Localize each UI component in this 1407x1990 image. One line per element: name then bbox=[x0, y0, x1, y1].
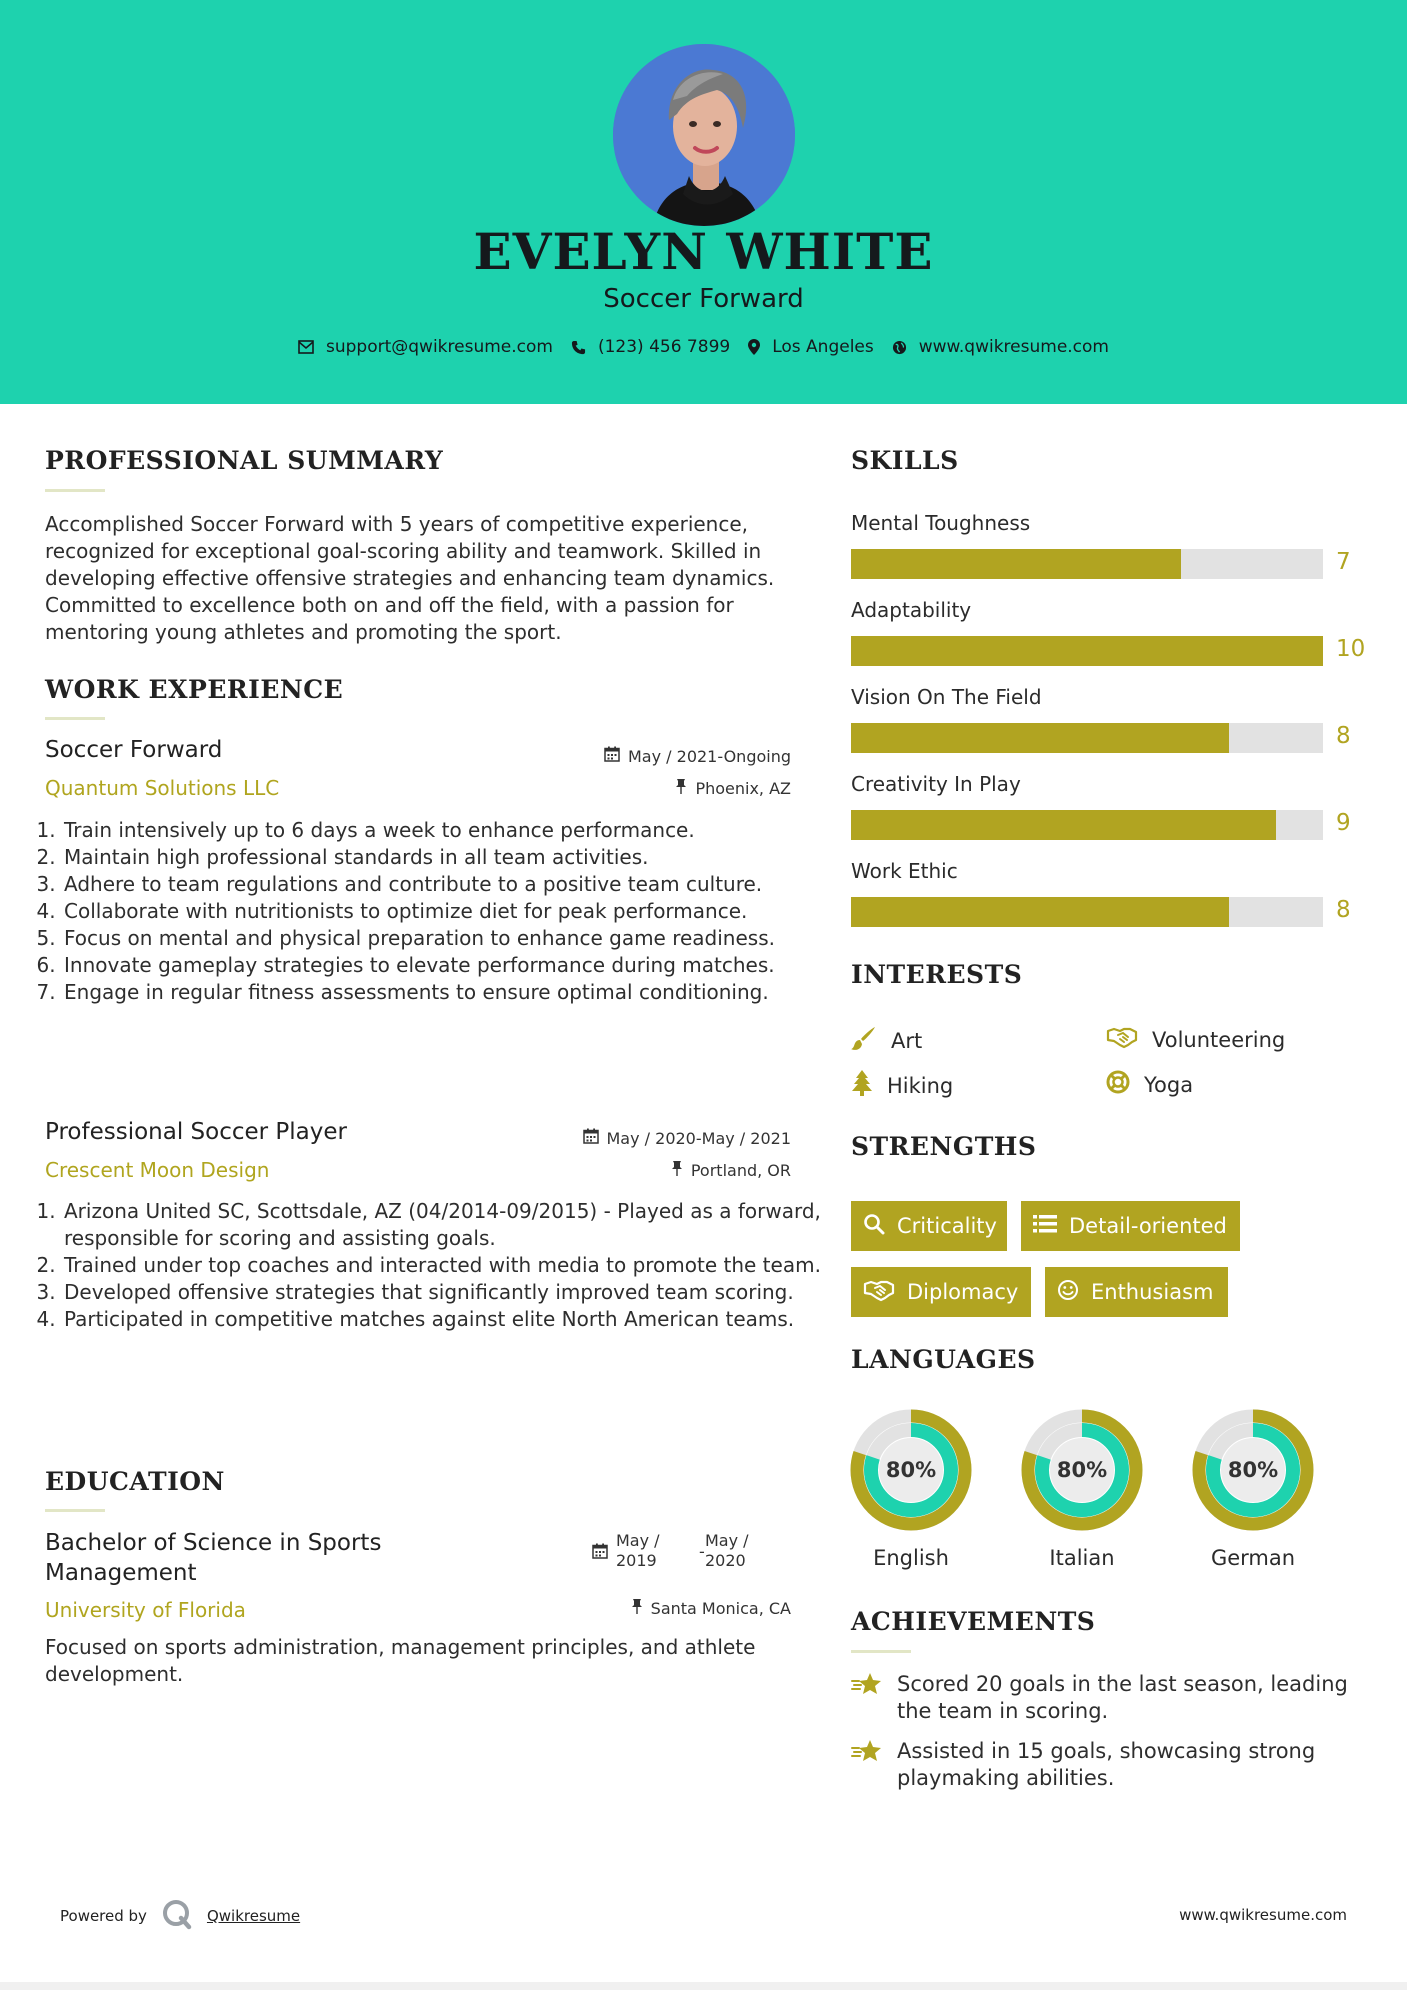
language-name: German bbox=[1210, 1546, 1296, 1570]
summary-heading: PROFESSIONAL SUMMARY bbox=[45, 446, 444, 475]
job-dates bbox=[604, 746, 791, 766]
language-item bbox=[849, 1408, 973, 1570]
contact-phone[interactable] bbox=[571, 337, 730, 357]
phone-icon bbox=[571, 340, 586, 355]
strengths-heading: STRENGTHS bbox=[851, 1132, 1037, 1161]
interest-item-hiking bbox=[851, 1070, 953, 1101]
skill-bar-fill bbox=[851, 549, 1181, 579]
company-name: Crescent Moon Design bbox=[45, 1158, 270, 1182]
education-description: Focused on sports administration, management principles, and athlete development. bbox=[45, 1635, 756, 1686]
achievement-text: Assisted in 15 goals, showcasing strong playmaking abilities. bbox=[897, 1739, 1316, 1790]
pushpin-icon bbox=[631, 1598, 643, 1618]
achievement-text: Scored 20 goals in the last season, leading the team in scoring. bbox=[897, 1672, 1348, 1723]
skill-name: Creativity In Play bbox=[851, 772, 1021, 796]
interest-label: Volunteering bbox=[1152, 1027, 1286, 1052]
skill-bar-fill bbox=[851, 810, 1276, 840]
strength-badge-criticality bbox=[851, 1201, 1007, 1251]
job-duties-list bbox=[37, 1198, 822, 1333]
skill-bar-track bbox=[851, 897, 1323, 927]
education-rule bbox=[45, 1509, 105, 1512]
interest-label: Art bbox=[891, 1028, 923, 1053]
skill-bar-track bbox=[851, 723, 1323, 753]
job-location-text: Portland, OR bbox=[690, 1160, 791, 1180]
end-year: 2020 bbox=[705, 1551, 746, 1570]
strength-label: Criticality bbox=[897, 1214, 997, 1238]
skill-value: 8 bbox=[1336, 897, 1351, 923]
pushpin-icon bbox=[671, 1160, 683, 1180]
skill-name: Mental Toughness bbox=[851, 511, 1031, 535]
skill-name: Adaptability bbox=[851, 598, 972, 622]
bottom-band bbox=[0, 1982, 1407, 1990]
summary-text: Accomplished Soccer Forward with 5 years of competitive experience, recognized for exceptional goal-scoring ability and teamwork. Skilled in developing effective offensive strategies and enhancing team dynamics. Committed to excellence both on and off the field, with a passion for mentoring young athletes and promoting the sport. bbox=[45, 512, 775, 644]
smile-icon bbox=[1057, 1279, 1079, 1306]
handshake-icon bbox=[1106, 1025, 1138, 1054]
language-percent: 80% bbox=[885, 1458, 937, 1482]
skills-heading: SKILLS bbox=[851, 446, 959, 475]
profile-photo bbox=[613, 44, 795, 226]
envelope-icon bbox=[298, 340, 314, 354]
skill-bar-track bbox=[851, 636, 1323, 666]
footer-brand bbox=[60, 1898, 300, 1934]
paintbrush-icon bbox=[851, 1025, 877, 1056]
strength-badge-enthusiasm bbox=[1045, 1267, 1228, 1317]
interest-item-art bbox=[851, 1025, 922, 1056]
duty-item: 5. Focus on mental and physical preparation to enhance game readiness. bbox=[62, 925, 822, 952]
life-ring-icon bbox=[1106, 1070, 1130, 1099]
job-title: Soccer Forward bbox=[45, 737, 223, 763]
location-text: Los Angeles bbox=[772, 337, 874, 357]
summary-rule bbox=[45, 489, 105, 492]
candidate-name: EVELYN WHITE bbox=[473, 222, 934, 281]
interest-item-yoga bbox=[1106, 1070, 1193, 1099]
skill-value: 7 bbox=[1336, 549, 1351, 575]
education-heading: EDUCATION bbox=[45, 1467, 225, 1496]
strength-badge-detail-oriented bbox=[1021, 1201, 1240, 1251]
skill-value: 10 bbox=[1336, 636, 1366, 662]
phone-text: (123) 456 7899 bbox=[597, 337, 731, 357]
job-dates-text: May / 2020-May / 2021 bbox=[606, 1128, 791, 1148]
duty-item: 3. Adhere to team regulations and contribute to a positive team culture. bbox=[62, 871, 822, 898]
email-text: support@qwikresume.com bbox=[326, 337, 553, 357]
skill-bar-fill bbox=[851, 723, 1229, 753]
calendar-icon bbox=[583, 1128, 599, 1148]
globe-icon bbox=[892, 340, 907, 355]
contact-website[interactable] bbox=[892, 337, 1109, 357]
powered-by-text: Powered by bbox=[60, 1907, 147, 1925]
skill-name: Work Ethic bbox=[851, 859, 958, 883]
education-location-text: Santa Monica, CA bbox=[650, 1598, 791, 1618]
map-marker-icon bbox=[748, 339, 760, 355]
handshake-icon bbox=[863, 1278, 895, 1307]
experience-rule bbox=[45, 717, 105, 720]
job-location-text: Phoenix, AZ bbox=[695, 778, 791, 798]
website-text: www.qwikresume.com bbox=[918, 337, 1109, 357]
list-icon bbox=[1033, 1214, 1057, 1239]
duty-item: 3. Developed offensive strategies that significantly improved team scoring. bbox=[62, 1279, 822, 1306]
achievements-heading: ACHIEVEMENTS bbox=[851, 1607, 1096, 1636]
candidate-title: Soccer Forward bbox=[603, 284, 804, 314]
job-title: Professional Soccer Player bbox=[45, 1119, 347, 1145]
strength-label: Enthusiasm bbox=[1091, 1280, 1214, 1304]
date-separator: - bbox=[699, 1542, 705, 1561]
contact-bar bbox=[0, 337, 1407, 357]
duty-item: 1. Train intensively up to 6 days a week to enhance performance. bbox=[62, 817, 822, 844]
qwikresume-link[interactable]: Qwikresume bbox=[206, 1907, 301, 1925]
education-end-date bbox=[705, 1531, 749, 1571]
qwikresume-logo-icon bbox=[161, 1898, 193, 1934]
company-name: Quantum Solutions LLC bbox=[45, 776, 280, 800]
interest-label: Yoga bbox=[1144, 1072, 1194, 1097]
skill-value: 8 bbox=[1336, 723, 1351, 749]
calendar-icon bbox=[592, 1543, 608, 1563]
language-item bbox=[1191, 1408, 1315, 1570]
duty-item: 2. Trained under top coaches and interacted with media to promote the team. bbox=[62, 1252, 822, 1279]
job-dates bbox=[583, 1128, 792, 1148]
interest-item-volunteering bbox=[1106, 1025, 1285, 1054]
pushpin-icon bbox=[675, 778, 687, 798]
languages-heading: LANGUAGES bbox=[851, 1345, 1036, 1374]
degree-title-line1: Bachelor of Science in Sports bbox=[45, 1530, 382, 1556]
interests-heading: INTERESTS bbox=[851, 960, 1023, 989]
job-duties-list bbox=[37, 817, 822, 1006]
strength-badge-diplomacy bbox=[851, 1267, 1031, 1317]
skill-bar-track bbox=[851, 549, 1323, 579]
start-year: 2019 bbox=[616, 1551, 657, 1570]
duty-item: 4. Participated in competitive matches against elite North American teams. bbox=[62, 1306, 822, 1333]
skill-bar-fill bbox=[851, 636, 1323, 666]
experience-heading: WORK EXPERIENCE bbox=[45, 675, 344, 704]
calendar-icon bbox=[604, 746, 620, 766]
education-start-date bbox=[616, 1531, 660, 1571]
star-icon bbox=[851, 1738, 883, 1792]
strength-label: Diplomacy bbox=[907, 1280, 1019, 1304]
language-percent: 80% bbox=[1227, 1458, 1279, 1482]
footer-website[interactable]: www.qwikresume.com bbox=[1179, 1906, 1347, 1924]
skill-bar-track bbox=[851, 810, 1323, 840]
job-dates-text: May / 2021-Ongoing bbox=[628, 746, 791, 766]
duty-item: 7. Engage in regular fitness assessments to ensure optimal conditioning. bbox=[62, 979, 822, 1006]
star-icon bbox=[851, 1671, 883, 1725]
start-month: May / bbox=[616, 1531, 660, 1550]
achievements-rule bbox=[851, 1650, 911, 1653]
achievement-item bbox=[851, 1738, 1377, 1792]
education-location bbox=[631, 1598, 791, 1618]
duty-item: 1. Arizona United SC, Scottsdale, AZ (04/2014-09/2015) - Played as a forward, responsible for scoring and assisting goals. bbox=[62, 1198, 822, 1252]
duty-item: 2. Maintain high professional standards in all team activities. bbox=[62, 844, 822, 871]
duty-item: 4. Collaborate with nutritionists to optimize diet for peak performance. bbox=[62, 898, 822, 925]
end-month: May / bbox=[705, 1531, 749, 1550]
degree-title-line2: Management bbox=[45, 1560, 197, 1586]
job-location bbox=[675, 778, 791, 798]
contact-email[interactable] bbox=[298, 337, 553, 357]
search-icon bbox=[863, 1213, 885, 1240]
tree-icon bbox=[851, 1070, 873, 1101]
skill-name: Vision On The Field bbox=[851, 685, 1042, 709]
job-location bbox=[671, 1160, 791, 1180]
skill-value: 9 bbox=[1336, 810, 1351, 836]
language-name: Italian bbox=[1049, 1546, 1115, 1570]
language-percent: 80% bbox=[1056, 1458, 1108, 1482]
contact-location bbox=[748, 337, 874, 357]
strength-label: Detail-oriented bbox=[1069, 1214, 1227, 1238]
duty-item: 6. Innovate gameplay strategies to elevate performance during matches. bbox=[62, 952, 822, 979]
school-name: University of Florida bbox=[45, 1598, 246, 1622]
skill-bar-fill bbox=[851, 897, 1229, 927]
language-name: English bbox=[873, 1546, 949, 1570]
achievement-item bbox=[851, 1671, 1377, 1725]
language-item bbox=[1020, 1408, 1144, 1570]
interest-label: Hiking bbox=[887, 1073, 954, 1098]
resume-header bbox=[0, 0, 1407, 404]
